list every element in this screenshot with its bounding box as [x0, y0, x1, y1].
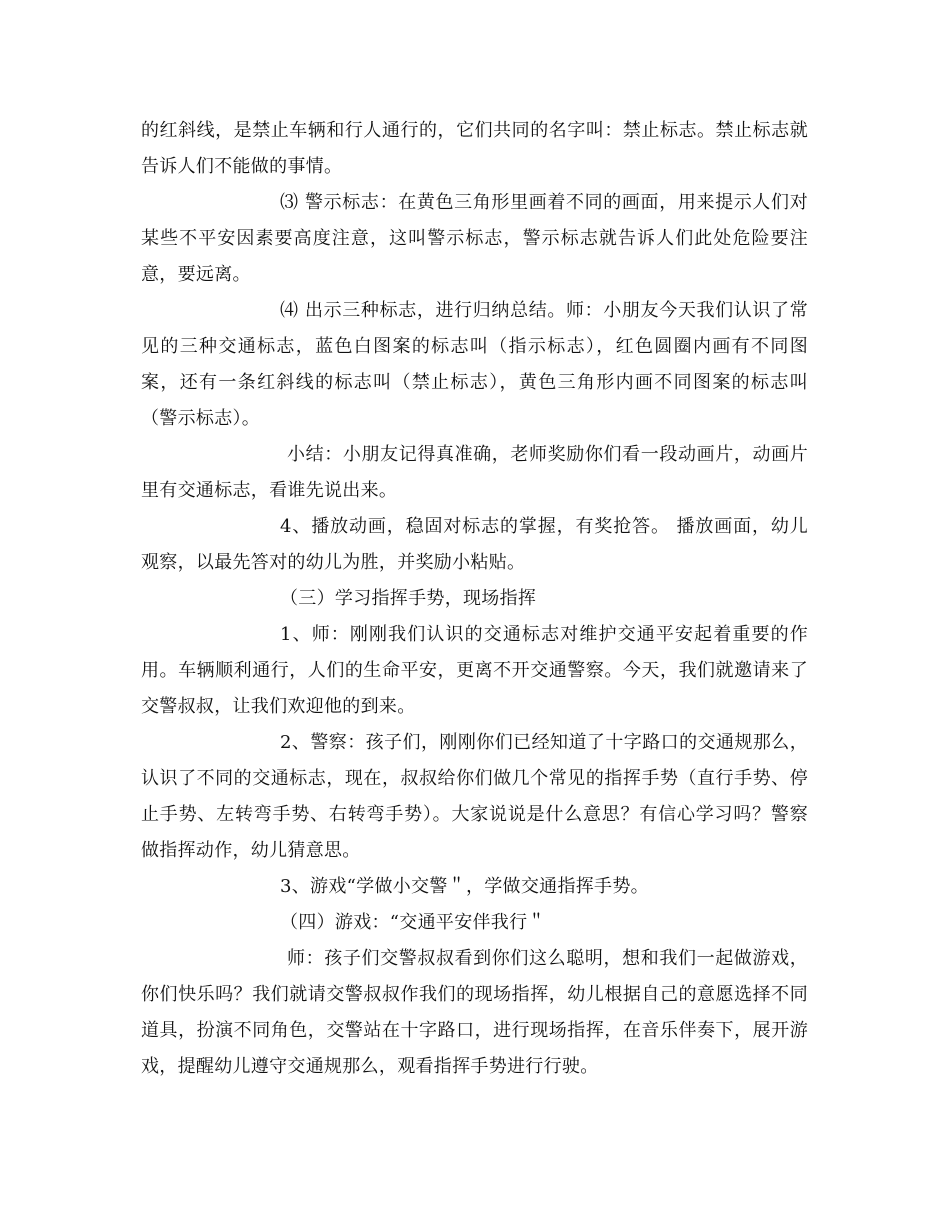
paragraph-teacher-intro: 1、师：刚刚我们认识的交通标志对维护交通平安起着重要的作用。车辆顺利通行，人们的生命平安，更离不开交通警察。今天，我们就邀请来了交警叔叔，让我们欢迎他的到来。: [141, 624, 808, 717]
paragraph-game-description: 师：孩子们交警叔叔看到你们这么聪明，想和我们一起做游戏，你们快乐吗？我们就请交警叔叔作我们的现场指挥，幼儿根据自己的意愿选择不同道具，扮演不同角色，交警站在十字路口，进行现场指挥，在音乐伴奏下，展开游戏，提醒幼儿遵守交通规那么，观看指挥手势进行行驶。: [141, 948, 808, 1077]
paragraph-mini-summary: 小结：小朋友记得真准确，老师奖励你们看一段动画片，动画片里有交通标志，看谁先说出来。: [141, 444, 808, 501]
section-heading-game: （四）游戏：“交通平安伴我行＂: [280, 912, 546, 933]
paragraph-police-gestures: 2、警察：孩子们，刚刚你们已经知道了十字路口的交通规那么，认识了不同的交通标志，现在，叔叔给你们做几个常见的指挥手势（直行手势、停止手势、左转弯手势、右转弯手势）。大家说说是什么意思？有信心学习吗？警察做指挥动作，幼儿猜意思。: [141, 732, 808, 861]
paragraph-prohibition-sign: 的红斜线，是禁止车辆和行人通行的，它们共同的名字叫：禁止标志。禁止标志就告诉人们不能做的事情。: [141, 120, 808, 177]
paragraph-play-animation: 4、播放动画，稳固对标志的掌握，有奖抢答。 播放画面，幼儿观察，以最先答对的幼儿为胜，并奖励小粘贴。: [141, 516, 808, 573]
paragraph-game-little-police: 3、游戏“学做小交警＂，学做交通指挥手势。: [280, 876, 649, 897]
paragraph-warning-sign: ⑶ 警示标志：在黄色三角形里画着不同的画面，用来提示人们对某些不平安因素要高度注意，这叫警示标志，警示标志就告诉人们此处危险要注意，要远离。: [141, 192, 808, 285]
section-heading-gestures: （三）学习指挥手势，现场指挥: [280, 588, 537, 609]
paragraph-summary-signs: ⑷ 出示三种标志，进行归纳总结。师：小朋友今天我们认识了常见的三种交通标志，蓝色白图案的标志叫（指示标志），红色圆圈内画有不同图案，还有一条红斜线的标志叫（禁止标志），黄色三角形内画不同图案的标志叫（警示标志）。: [141, 300, 808, 429]
